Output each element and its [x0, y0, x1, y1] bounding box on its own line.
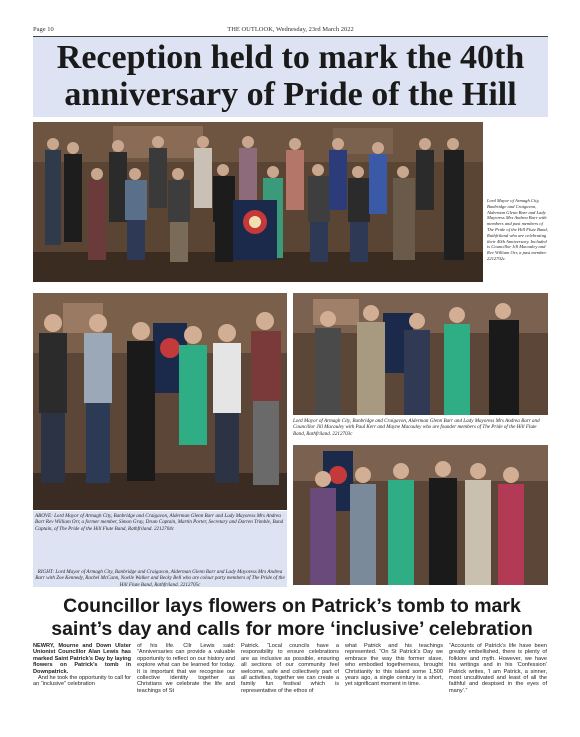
subheadline: Councillor lays flowers on Patrick’s tomb to mark saint’s day and calls for more ‘inclusive’ celebration	[51, 595, 533, 640]
article-col1-text: And he took the opportunity to call for an “inclusive” celebration	[33, 675, 131, 688]
founders-caption: Lord Mayor of Armagh City, Banbridge and Craigavon, Alderman Glenn Barr and Lady Mayoress Mrs Andrea Barr and Councillor Jill Macauley with Paul Kerr and Mayne Macauley who are founder members of The Pride of the Hill Flute Band, Rathfriland. 2212703c	[293, 418, 540, 437]
colour-party-caption: RIGHT: Lord Mayor of Armagh City, Banbridge and Craigavon, Alderman Glenn Barr and Lady Mayoress Mrs Andrea Barr with Zoe Kennedy, Rachel McCann, Noelle Walker and Becky Bell who are colour party members of The Pride of the Hill Flute Band, Rathfriland. 2212705c	[35, 569, 285, 588]
headline-panel	[33, 37, 548, 117]
article-lead: NEWRY, Mourne and Down Ulster Unionist Councillor Alan Lewis has marked Saint Patrick’s Day by laying flowers on Patrick’s tomb in Downpatrick.	[33, 643, 131, 675]
article-column-4: what Patrick and his teachings represented. “On St Patrick’s Day we embrace the way this former slave, who embodied togetherness, brought Christianity to this island some 1,500 years ago, a single century is a short, yet significant moment in time.	[345, 643, 443, 688]
article-column-1	[33, 643, 131, 688]
top-photo-caption: Lord Mayor of Armagh City, Banbridge and Craigavon, Alderman Glenn Barr and Lady Mayoress Mrs Andrea Barr with members and past members of The Pride of the Hill Flute Band, Rathfriland who are celebrating their 40th Anniversary. Included is Councillor Jill Macauley and Rev William Orr, a past member. 2212702c	[487, 198, 548, 261]
headline-line-2: anniversary of Pride of the Hill	[64, 76, 517, 113]
headline	[33, 39, 548, 113]
colour-party-photo	[293, 445, 548, 585]
group-photo	[33, 122, 483, 282]
officials-photo	[33, 293, 287, 510]
page-number: Page 10	[33, 26, 54, 33]
article-column-2: of his life. Cllr Lewis said: “Anniversaries can provide a valuable opportunity to reflect on our history and explore what can be learned for today. It is important that we recognise our collective identity together as Christians we celebrate the life and teachings of St	[137, 643, 235, 694]
founders-photo	[293, 293, 548, 415]
article-body	[33, 643, 548, 731]
headline-line-1: Reception held to mark the 40th	[56, 39, 525, 76]
page-folio	[33, 24, 548, 37]
article-column-5: “Accounts of Patrick’s life have been greatly embellished, there is plenty of folklore and myth. However, we have his writings and in his ‘Confession’ Patrick writes, ‘I am Patrick, a sinner, most uncultivated and least of all the faithful and despised in the eyes of many’.”	[449, 643, 547, 694]
officials-caption: ABOVE: Lord Mayor of Armagh City, Banbridge and Craigavon, Alderman Glenn Barr and Lady Mayoress Mrs Andrea Barr Rev William Orr, a former member, Simon Gray, Drum Captain, Martin Porter, Secretary and Darren Trimble, Band Captain, of The Pride of the Hill Flute Band, Rathfriland. 2212704c	[35, 513, 284, 532]
article-column-3: Patrick. “Local councils have a responsibility to ensure celebrations are as inclusive as possible, ensuring all sections of our community feel welcome, safe and collectively part of all activities, together we can create a family fun festival which is representative of the ethos of	[241, 643, 339, 694]
masthead: THE OUTLOOK, Wednesday, 23rd March 2022	[227, 26, 354, 33]
